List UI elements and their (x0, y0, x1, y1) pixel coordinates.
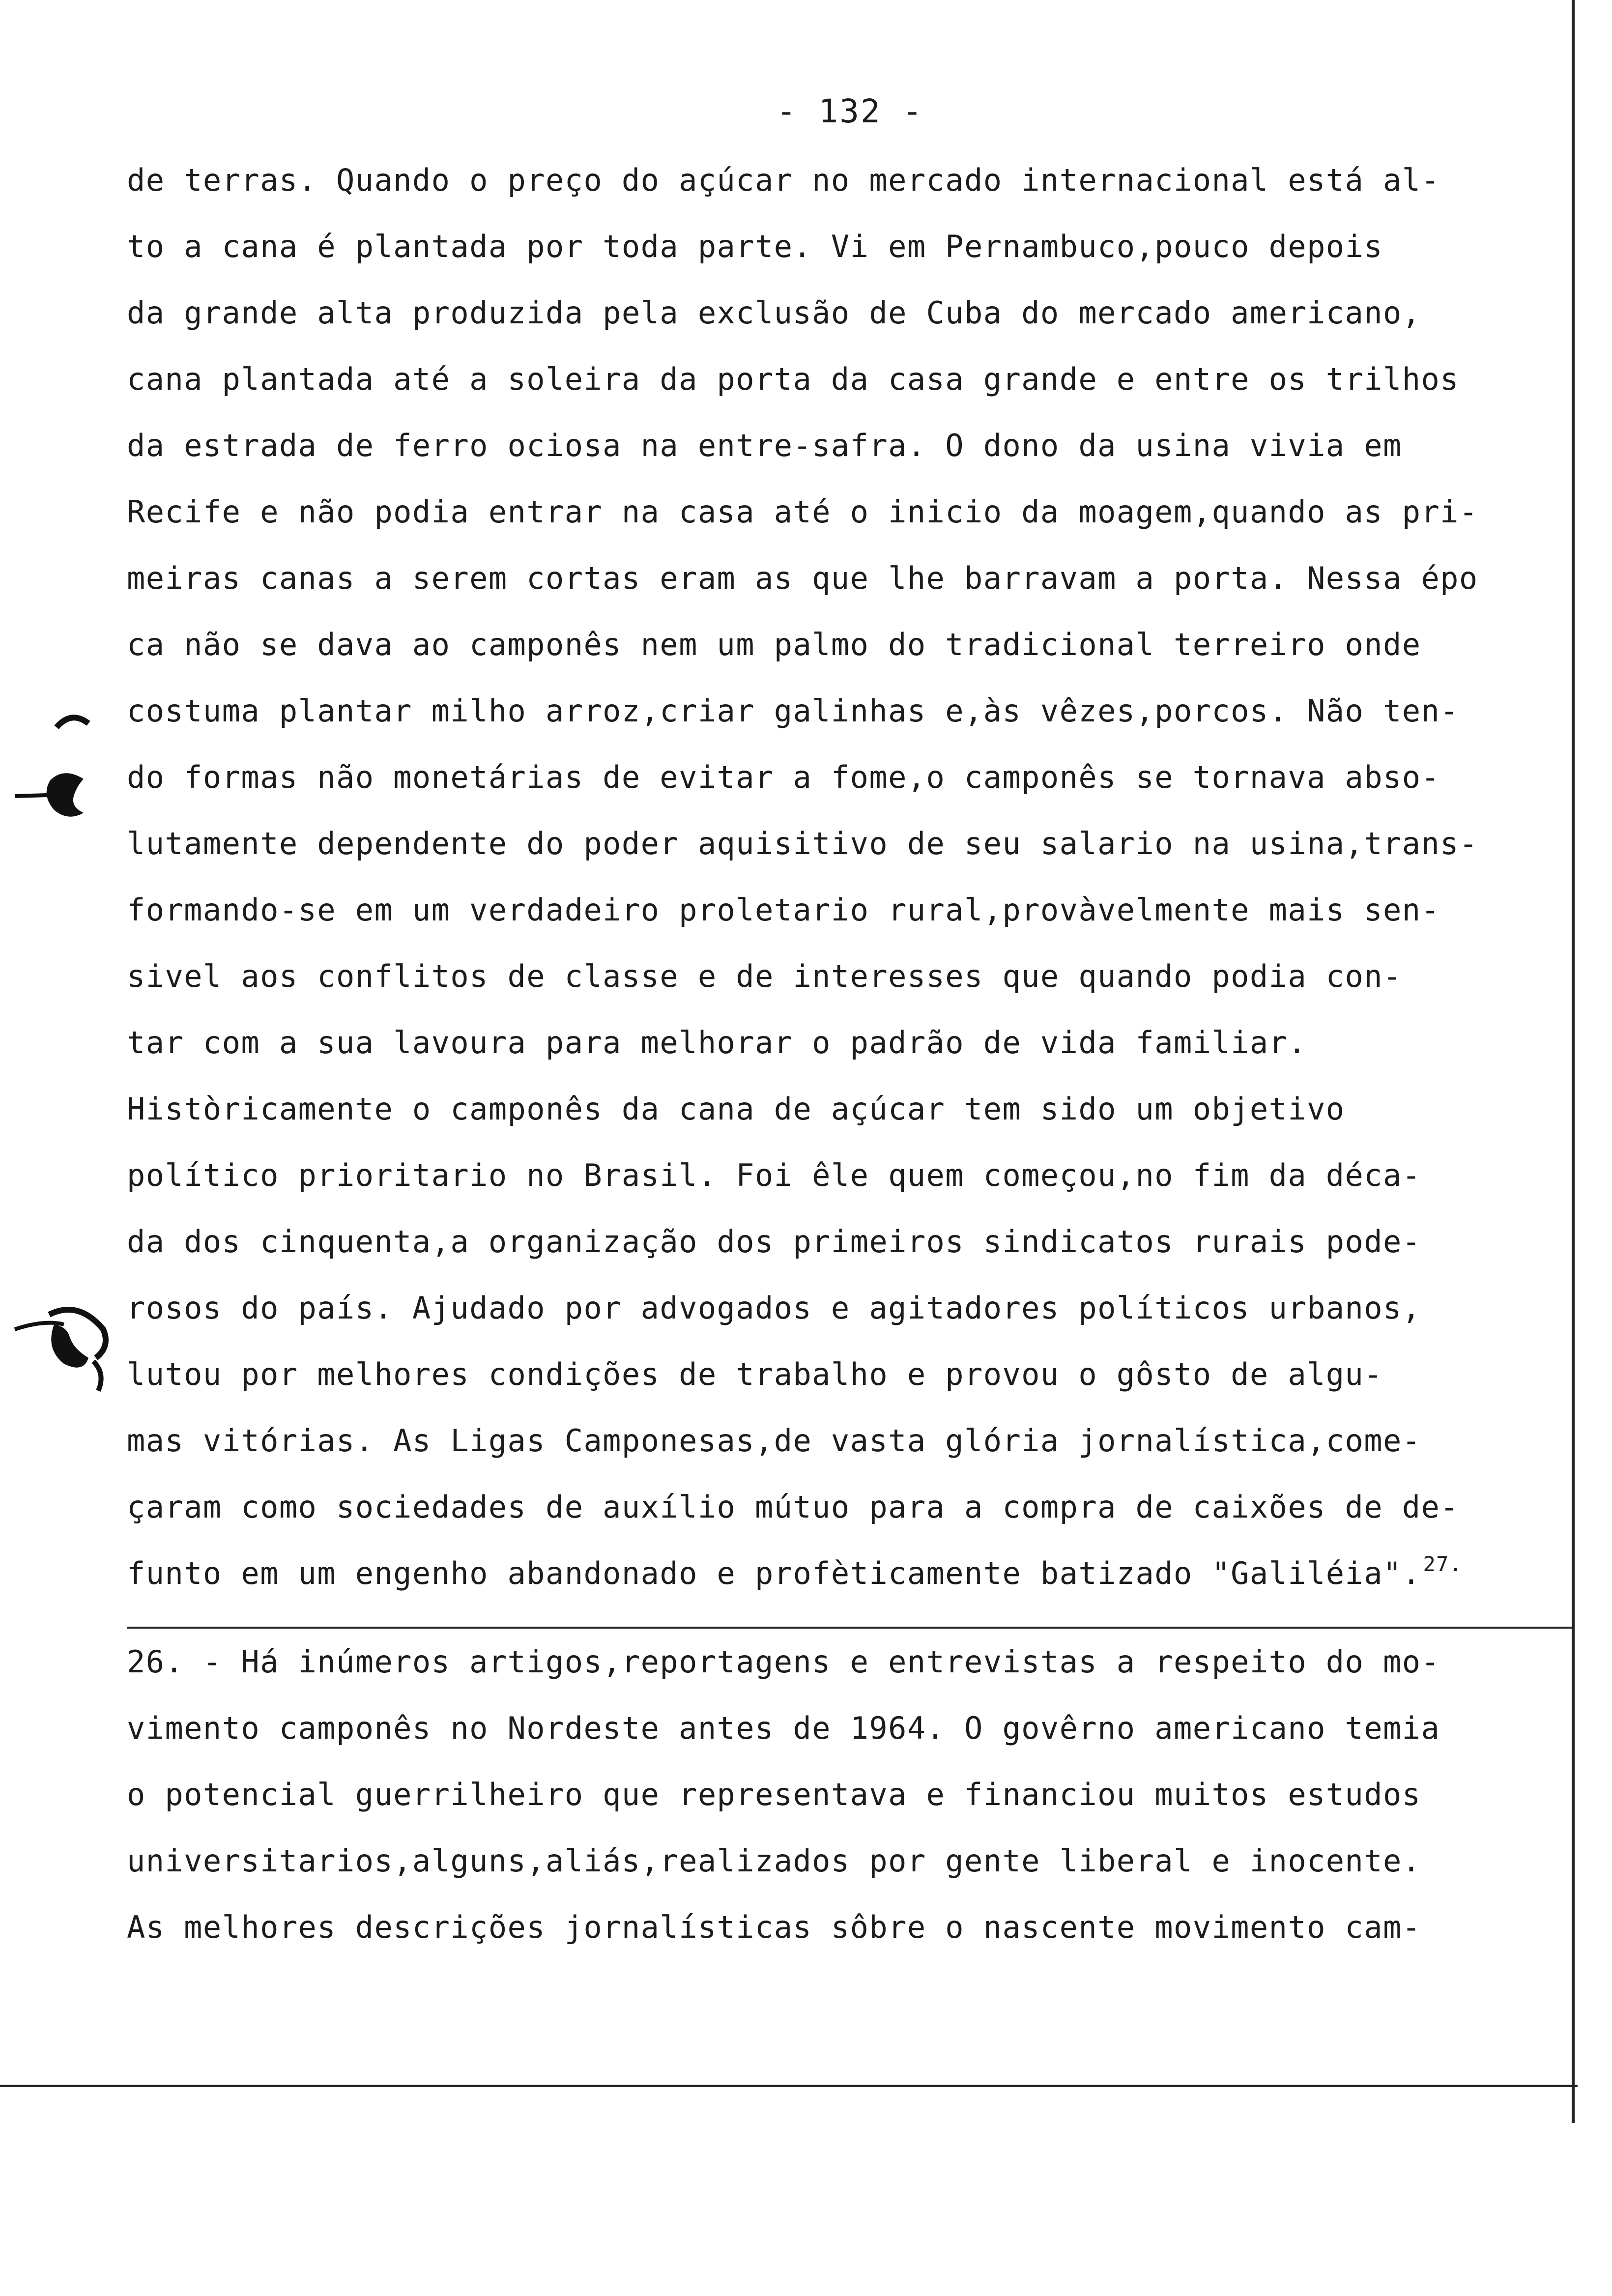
footnote-line: o potencial guerrilheiro que representava e financiou muitos estudos (127, 1777, 1421, 1812)
body-line: Històricamente o camponês da cana de açúcar tem sido um objetivo (127, 1091, 1345, 1127)
body-line: meiras canas a serem cortas eram as que lhe barravam a porta. Nessa épo (127, 560, 1478, 596)
body-line-text: funto em um engenho abandonado e profèticamente batizado "Galiléia". (127, 1555, 1421, 1591)
body-line-last (127, 1552, 1463, 1591)
body-line: to a cana é plantada por toda parte. Vi em Pernambuco,pouco depois (127, 229, 1383, 264)
footnote-reference: 27. (1423, 1552, 1463, 1576)
footnote-line: As melhores descrições jornalísticas sôbre o nascente movimento cam- (127, 1909, 1421, 1945)
body-line: Recife e não podia entrar na casa até o inicio da moagem,quando as pri- (127, 494, 1478, 530)
body-line: político prioritario no Brasil. Foi êle quem começou,no fim da déca- (127, 1157, 1421, 1193)
ink-blot-icon (5, 1295, 123, 1393)
body-line: rosos do país. Ajudado por advogados e agitadores políticos urbanos, (127, 1290, 1421, 1326)
body-line: sivel aos conflitos de classe e de interesses que quando podia con- (127, 958, 1402, 994)
footnote-separator (127, 1627, 1572, 1629)
body-line: costuma plantar milho arroz,criar galinhas e,às vêzes,porcos. Não ten- (127, 693, 1459, 729)
bottom-rule (0, 2085, 1578, 2087)
body-line: ca não se dava ao camponês nem um palmo do tradicional terreiro onde (127, 627, 1421, 662)
footnote-line: 26. - Há inúmeros artigos,reportagens e entrevistas a respeito do mo- (127, 1644, 1440, 1680)
body-line: çaram como sociedades de auxílio mútuo para a compra de caixões de de- (127, 1489, 1459, 1525)
body-line: da estrada de ferro ociosa na entre-safra. O dono da usina vivia em (127, 428, 1402, 463)
body-line: tar com a sua lavoura para melhorar o padrão de vida familiar. (127, 1025, 1307, 1061)
body-line: mas vitórias. As Ligas Camponesas,de vasta glória jornalística,come- (127, 1423, 1421, 1459)
footnote-line: vimento camponês no Nordeste antes de 1964. O govêrno americano temia (127, 1710, 1440, 1746)
right-margin-rule (1572, 0, 1575, 2123)
body-line: cana plantada até a soleira da porta da casa grande e entre os trilhos (127, 361, 1459, 397)
body-line: de terras. Quando o preço do açúcar no mercado internacional está al- (127, 162, 1440, 198)
body-line: da dos cinquenta,a organização dos primeiros sindicatos rurais pode- (127, 1224, 1421, 1260)
body-line: da grande alta produzida pela exclusão de Cuba do mercado americano, (127, 295, 1421, 331)
footnote-line: universitarios,alguns,aliás,realizados por gente liberal e inocente. (127, 1843, 1421, 1879)
ink-blot-icon (5, 693, 103, 855)
body-line: formando-se em um verdadeiro proletario rural,provàvelmente mais sen- (127, 892, 1440, 928)
page-number: - 132 - (777, 92, 924, 130)
body-line: lutamente dependente do poder aquisitivo de seu salario na usina,trans- (127, 826, 1478, 861)
body-line: lutou por melhores condições de trabalho e provou o gôsto de algu- (127, 1356, 1383, 1392)
body-line: do formas não monetárias de evitar a fome,o camponês se tornava abso- (127, 759, 1440, 795)
